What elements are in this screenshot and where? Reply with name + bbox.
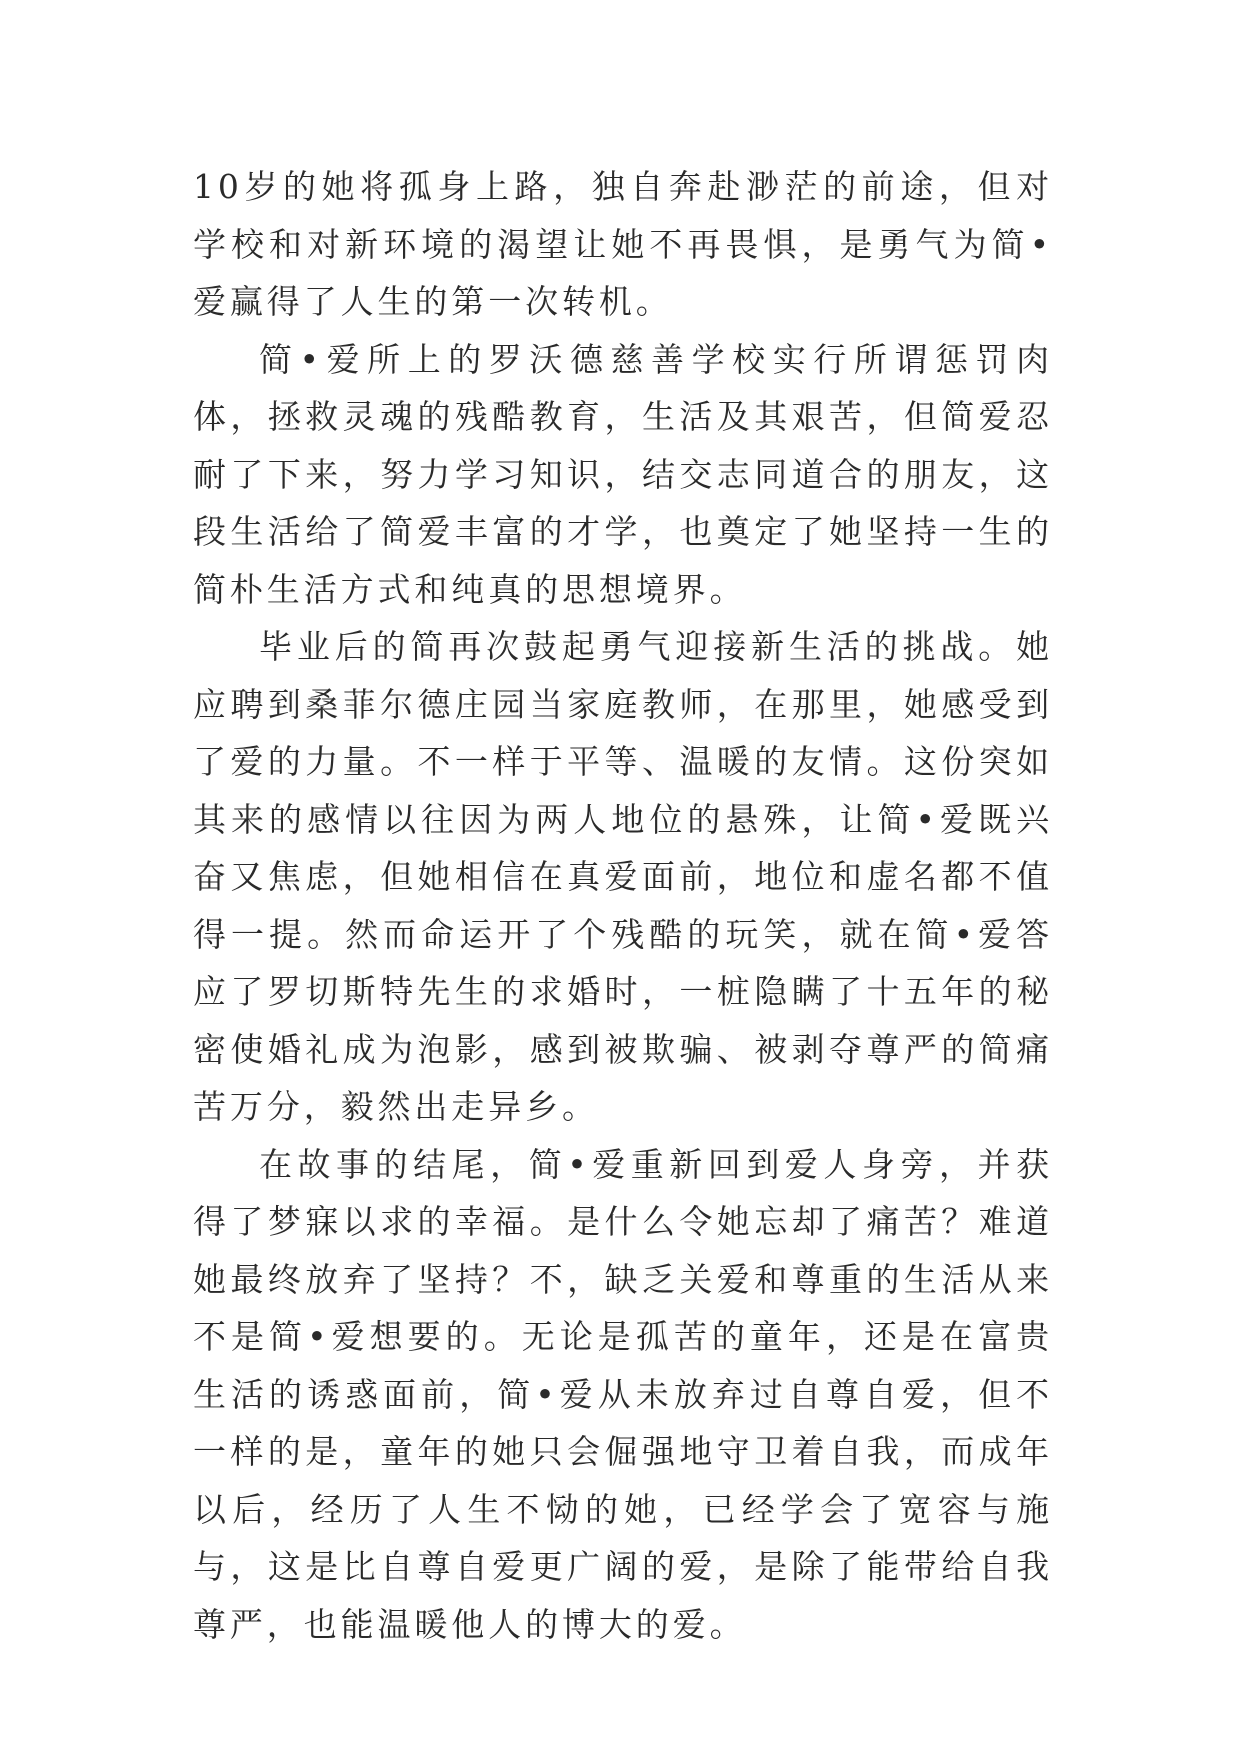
paragraph-3: 毕业后的简再次鼓起勇气迎接新生活的挑战。她应聘到桑菲尔德庄园当家庭教师，在那里，她感受到了爱的力量。不一样于平等、温暖的友情。这份突如其来的感情以往因为两人地位的悬殊，让简•爱既兴奋又焦虑，但她相信在真爱面前，地位和虚名都不值得一提。然而命运开了个残酷的玩笑，就在简•爱答应了罗切斯特先生的求婚时，一桩隐瞒了十五年的秘密使婚礼成为泡影，感到被欺骗、被剥夺尊严的简痛苦万分，毅然出走异乡。 <box>193 627 1053 1126</box>
paragraph-4: 在故事的结尾，简•爱重新回到爱人身旁，并获得了梦寐以求的幸福。是什么令她忘却了痛苦？难道她最终放弃了坚持？不，缺乏关爱和尊重的生活从来不是简•爱想要的。无论是孤苦的童年，还是在富贵生活的诱惑面前，简•爱从未放弃过自尊自爱，但不一样的是，童年的她只会倔强地守卫着自我，而成年以后，经历了人生不恸的她，已经学会了宽容与施与，这是比自尊自爱更广阔的爱，是除了能带给自我尊严，也能温暖他人的博大的爱。 <box>193 1144 1053 1644</box>
paragraph-2: 简•爱所上的罗沃德慈善学校实行所谓惩罚肉体，拯救灵魂的残酷教育，生活及其艰苦，但简爱忍耐了下来，努力学习知识，结交志同道合的朋友，这段生活给了简爱丰富的才学，也奠定了她坚持一生的简朴生活方式和纯真的思想境界。 <box>193 339 1053 609</box>
document-body <box>193 158 1053 1653</box>
paragraph-1: 10岁的她将孤身上路，独自奔赴渺茫的前途，但对学校和对新环境的渴望让她不再畏惧，是勇气为简•爱赢得了人生的第一次转机。 <box>193 167 1053 321</box>
